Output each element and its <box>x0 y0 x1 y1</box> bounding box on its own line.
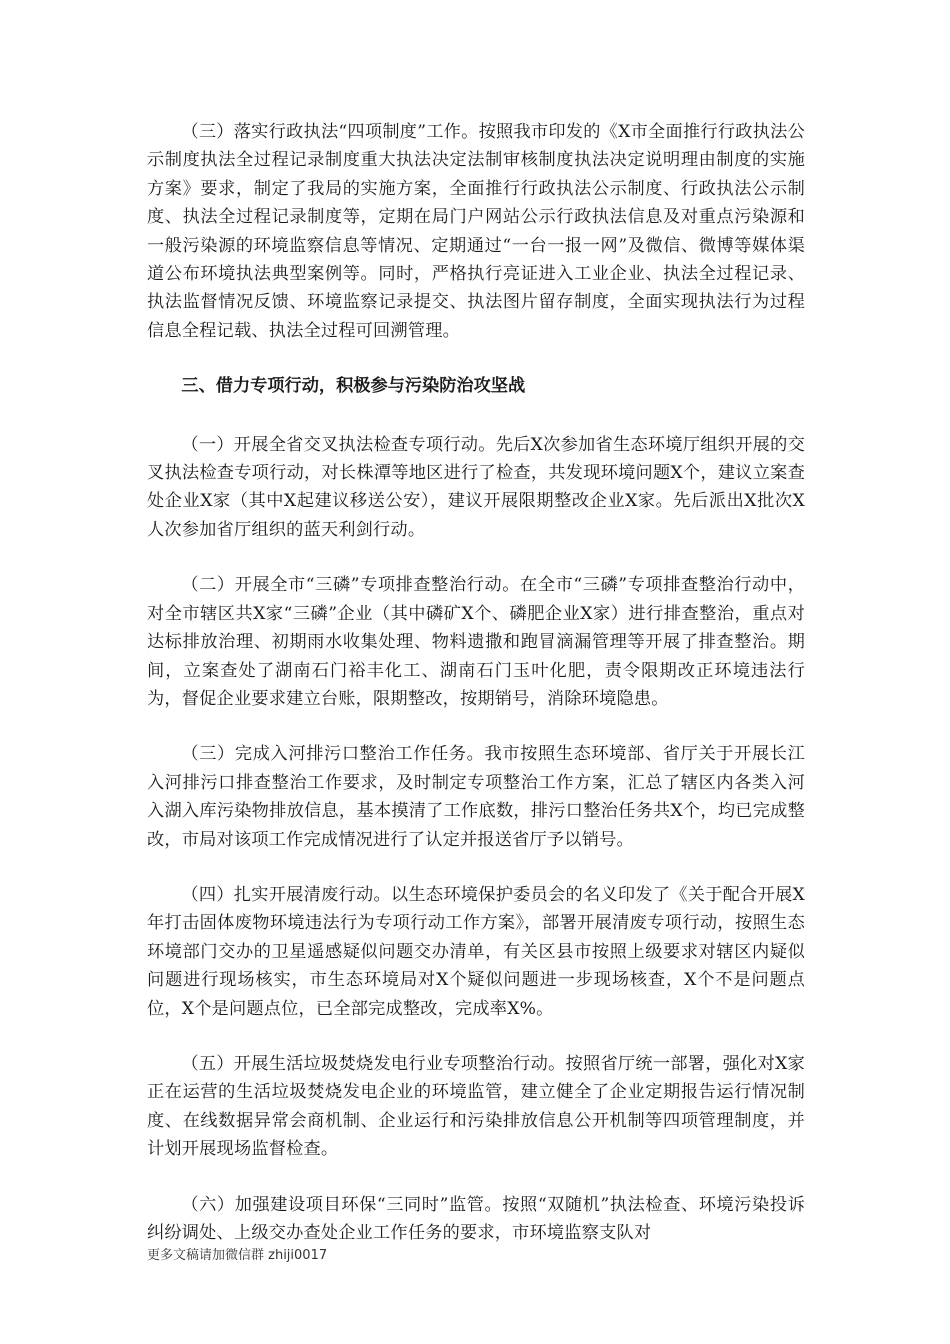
paragraph-incineration: （五）开展生活垃圾焚烧发电行业专项整治行动。按照省厅统一部署，强化对X家正在运营的生活垃圾焚烧发电企业的环境监管，建立健全了企业定期报告运行情况制度、在线数据异常会商机制、企业运行和污染排放信息公开机制等四项管理制度，并计划开展现场监督检查。 <box>147 1053 805 1160</box>
paragraph-three-phosphorus: （二）开展全市“三磷”专项排查整治行动。在全市“三磷”专项排查整治行动中，对全市辖区共X家“三磷”企业（其中磷矿X个、磷肥企业X家）进行排查整治，重点对达标排放治理、初期雨水收集处理、物料遗撒和跑冒滴漏管理等开展了排查整治。期间，立案查处了湖南石门裕丰化工、湖南石门玉叶化肥，责令限期改正环境违法行为，督促企业要求建立台账，限期整改，按期销号，消除环境隐患。 <box>147 575 805 709</box>
paragraph-four-systems: （三）落实行政执法“四项制度”工作。按照我市印发的《X市全面推行行政执法公示制度执法全过程记录制度重大执法决定法制审核制度执法决定说明理由制度的实施方案》要求，制定了我局的实施方案，全面推行行政执法公示制度、行政执法公示制度、执法全过程记录制度等，定期在局门户网站公示行政执法信息及对重点污染源和一般污染源的环境监察信息等情况、定期通过“一台一报一网”及微信、微博等媒体渠道公布环境执法典型案例等。同时，严格执行亮证进入工业企业、执法全过程记录、执法监督情况反馈、环境监察记录提交、执法图片留存制度，全面实现执法行为过程信息全程记载、执法全过程可回溯管理。 <box>147 122 805 341</box>
section-heading: 三、借力专项行动，积极参与污染防治攻坚战 <box>181 376 526 397</box>
document-body <box>147 118 805 1274</box>
paragraph-cross-inspection: （一）开展全省交叉执法检查专项行动。先后X次参加省生态环境厅组织开展的交叉执法检查专项行动，对长株潭等地区进行了检查，共发现环境问题X个，建议立案查处企业X家（其中X起建议移送公安），建议开展限期整改企业X家。先后派出X批次X人次参加省厅组织的蓝天利剑行动。 <box>147 434 805 540</box>
page-footer: 更多文稿请加微信群 zhiji0017 <box>147 1248 328 1263</box>
paragraph-waste-clearing: （四）扎实开展清废行动。以生态环境保护委员会的名义印发了《关于配合开展X年打击固体废物环境违法行为专项行动工作方案》，部署开展清废专项行动，按照生态环境部门交办的卫星遥感疑似问题交办清单，有关区县市按照上级要求对辖区内疑似问题进行现场核实，市生态环境局对X个疑似问题进一步现场核查，X个不是问题点位，X个是问题点位，已全部完成整改，完成率X%。 <box>147 884 805 1019</box>
paragraph-three-simultaneous: （六）加强建设项目环保“三同时”监管。按照“双随机”执法检查、环境污染投诉纠纷调处、上级交办查处企业工作任务的要求，市环境监察支队对 <box>147 1194 805 1243</box>
paragraph-sewage-outlet: （三）完成入河排污口整治工作任务。我市按照生态环境部、省厅关于开展长江入河排污口排查整治工作要求，及时制定专项整治工作方案，汇总了辖区内各类入河入湖入库污染物排放信息，基本摸清了工作底数，排污口整治任务共X个，均已完成整改，市局对该项工作完成情况进行了认定并报送省厅予以销号。 <box>147 744 805 850</box>
